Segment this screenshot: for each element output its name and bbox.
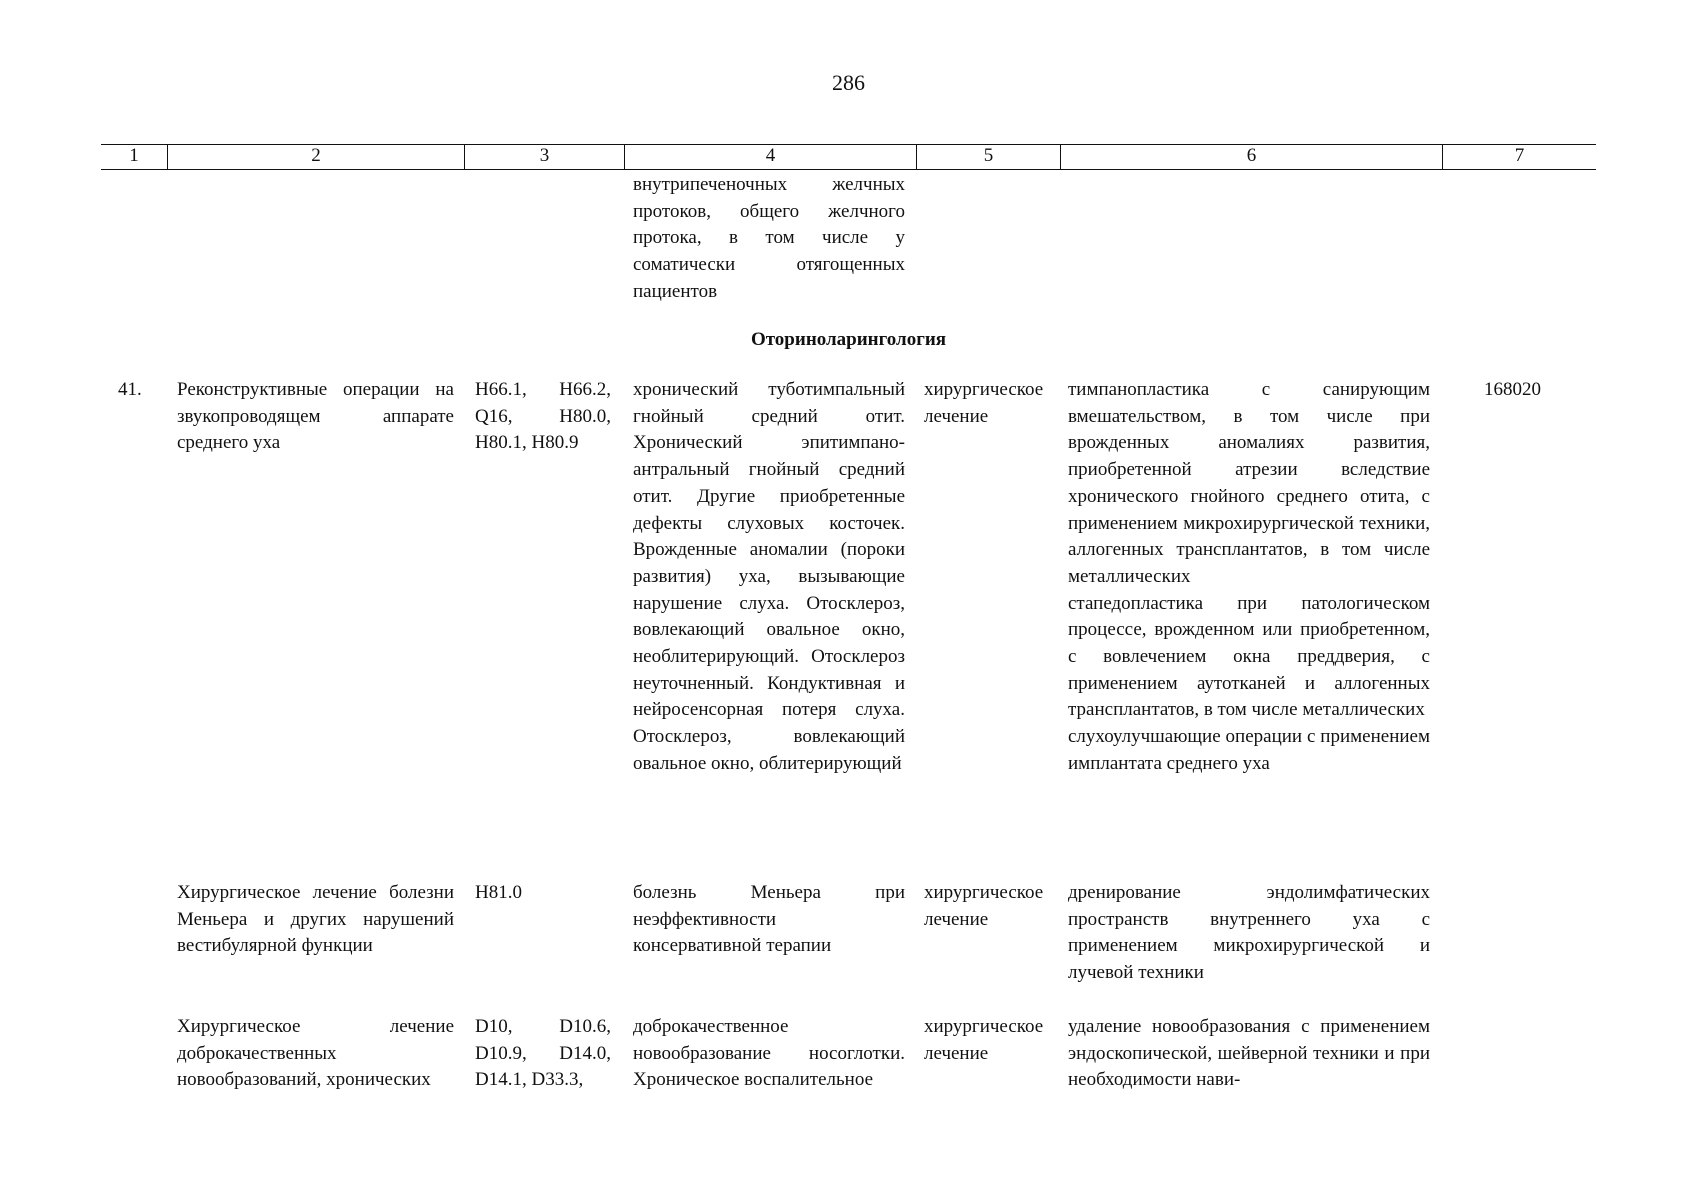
row41-diagnosis: хронический туботимпальный гнойный средний отит. Хронический эпитимпано-антральный гнойный средний отит. Другие приобретенные дефекты слуховых косточек. Врожденные аномалии (пороки развития) уха, вызывающие нарушение слуха. Отосклероз, вовлекающий овальное окно, необлитерирующий. Отосклероз неуточненный. Кондуктивная и нейросенсорная потеря слуха. Отосклероз, вовлекающий овальное окно, облитерирующий	[633, 379, 905, 774]
row41-method-b: стапедопластика при патологическом процессе, врожденном или приобретенном, с вовлечением окна преддверия, с применением аутотканей и аллогенных трансплантатов, в том числе металлических	[1068, 592, 1430, 721]
meniere-treatment-type: хирургическое лечение	[924, 882, 1044, 930]
col-header-4: 4	[624, 145, 916, 169]
table-header	[101, 144, 1596, 170]
col-header-7: 7	[1442, 145, 1596, 169]
row41-icd-codes: H66.1, H66.2, Q16, H80.0, H80.1, H80.9	[475, 379, 611, 454]
meniere-method: Хирургическое лечение болезни Меньера и других нарушений вестибулярной функции	[177, 882, 454, 957]
col-header-2: 2	[167, 145, 464, 169]
row41-method-a: тимпанопластика с санирующим вмешательством, в том числе при врожденных аномалиях развития, приобретенной атрезии вследствие хронического гнойного среднего отита, с применением микрохирургической техники, аллогенных трансплантатов, в том числе металлических	[1068, 379, 1430, 587]
page-number: 286	[832, 70, 865, 95]
row41-method-c: слухоулучшающие операции с применением имплантата среднего уха	[1068, 726, 1430, 774]
meniere-diagnosis: болезнь Меньера при неэффективности консервативной терапии	[633, 882, 905, 957]
col-header-1: 1	[129, 145, 139, 166]
tumor-treatment-type: хирургическое лечение	[924, 1016, 1044, 1064]
col-header-5: 5	[916, 145, 1060, 169]
col-header-3: 3	[464, 145, 624, 169]
row41-method: Реконструктивные операции на звукопроводящем аппарате среднего уха	[177, 379, 454, 454]
row41-treatment-methods	[1068, 377, 1430, 778]
continued-col4: внутрипеченочных желчных протоков, общего желчного протока, в том числе у соматически отягощенных пациентов	[633, 174, 905, 302]
tumor-icd-codes: D10, D10.6, D10.9, D14.0, D14.1, D33.3,	[475, 1016, 611, 1091]
row-number: 41.	[118, 379, 142, 400]
tumor-treatment-method: удаление новообразования с применением эндоскопической, шейверной техники и при необходимости нави-	[1068, 1016, 1430, 1091]
col-header-6: 6	[1060, 145, 1442, 169]
tumor-diagnosis: доброкачественное новообразование носоглотки. Хроническое воспалительное	[633, 1016, 905, 1091]
tumor-method: Хирургическое лечение доброкачественных новообразований, хронических	[177, 1016, 454, 1091]
meniere-icd-codes: H81.0	[475, 882, 522, 903]
row41-cost: 168020	[1484, 379, 1541, 400]
section-title: Оториноларингология	[750, 329, 947, 350]
meniere-treatment-method: дренирование эндолимфатических пространств внутреннего уха с применением микрохирургической и лучевой техники	[1068, 882, 1430, 984]
row41-treatment-type: хирургическое лечение	[924, 379, 1044, 427]
